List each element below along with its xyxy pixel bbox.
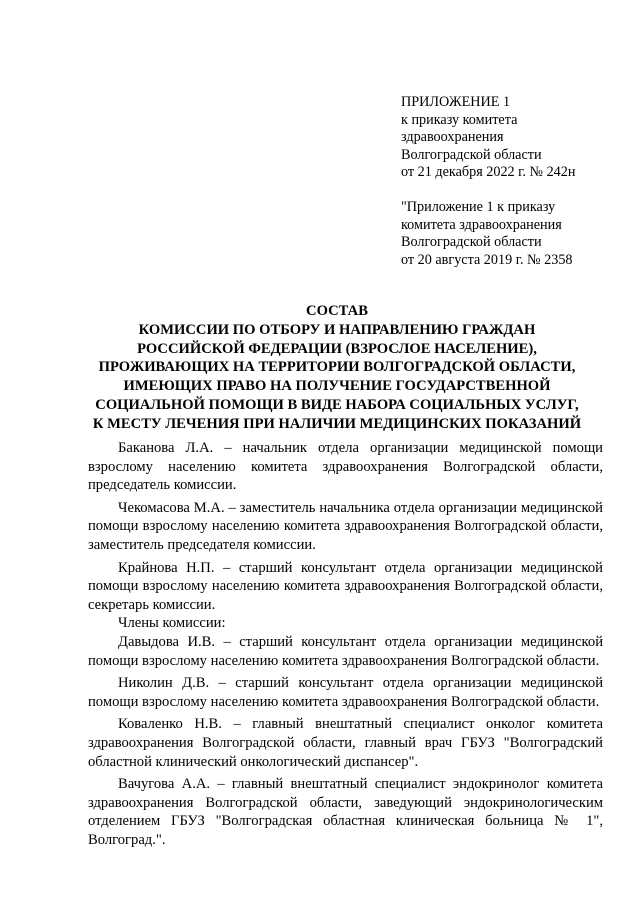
appendix-line: Волгоградской области [401, 146, 542, 163]
appendix-line: к приказу комитета [401, 111, 518, 128]
appendix-order-date: от 21 декабря 2022 г. № 242н [401, 164, 576, 181]
member-entry: Давыдова И.В. – старший консультант отдела организации медицинской помощи взрослому населению комитета здравоохранения Волгоградской области. [88, 633, 603, 669]
title-line: СОЦИАЛЬНОЙ ПОМОЩИ В ВИДЕ НАБОРА СОЦИАЛЬНЫХ УСЛУГ, [95, 396, 579, 413]
appendix-line: здравоохранения [401, 129, 504, 146]
document-title [72, 302, 602, 434]
member-secretary: Крайнова Н.П. – старший консультант отдела организации медицинской помощи взрослому населению комитета здравоохранения Волгоградской области, секретарь комиссии. [88, 559, 603, 613]
title-line: СОСТАВ [306, 303, 368, 319]
member-entry: Николин Д.В. – старший консультант отдела организации медицинской помощи взрослому населению комитета здравоохранения Волгоградской области. [88, 675, 603, 710]
appendix-title: ПРИЛОЖЕНИЕ 1 [401, 94, 511, 110]
previous-appendix-order-date: от 20 августа 2019 г. № 2358 [401, 251, 573, 268]
member-chairman: Баканова Л.А. – начальник отдела организации медицинской помощи взрослому населению комитета здравоохранения Волгоградской области, председатель комиссии. [88, 440, 603, 494]
title-line: ИМЕЮЩИХ ПРАВО НА ПОЛУЧЕНИЕ ГОСУДАРСТВЕННОЙ [123, 378, 551, 395]
previous-appendix-line: "Приложение 1 к приказу [401, 198, 556, 215]
previous-appendix-line: комитета здравоохранения [401, 216, 562, 233]
member-entry: Вачугова А.А. – главный внештатный специалист эндокринолог комитета здравоохранения Волгоградской области, заведующий эндокринологическим отделением ГБУЗ "Волгоградская областная клиническая больница № 1", Волгоград.". [88, 776, 603, 848]
appendix-header [401, 94, 631, 269]
title-line: К МЕСТУ ЛЕЧЕНИЯ ПРИ НАЛИЧИИ МЕДИЦИНСКИХ ПОКАЗАНИЙ [92, 415, 582, 432]
members-heading: Члены комиссии: [118, 615, 226, 632]
title-line: КОМИССИИ ПО ОТБОРУ И НАПРАВЛЕНИЮ ГРАЖДАН [138, 321, 536, 338]
title-line: ПРОЖИВАЮЩИХ НА ТЕРРИТОРИИ ВОЛГОГРАДСКОЙ ОБЛАСТИ, [98, 359, 576, 376]
member-entry: Коваленко Н.В. – главный внештатный специалист онколог комитета здравоохранения Волгоградской области, главный врач ГБУЗ "Волгоградский областной клинический онкологический диспансер". [88, 716, 603, 770]
title-line: РОССИЙСКОЙ ФЕДЕРАЦИИ (ВЗРОСЛОЕ НАСЕЛЕНИЕ), [137, 340, 537, 357]
commission-members [88, 439, 603, 853]
previous-appendix-line: Волгоградской области [401, 234, 542, 251]
member-deputy-chairman: Чекомасова М.А. – заместитель начальника отдела организации медицинской помощи взрослому населению комитета здравоохранения Волгоградской области, заместитель председателя комиссии. [88, 499, 603, 553]
